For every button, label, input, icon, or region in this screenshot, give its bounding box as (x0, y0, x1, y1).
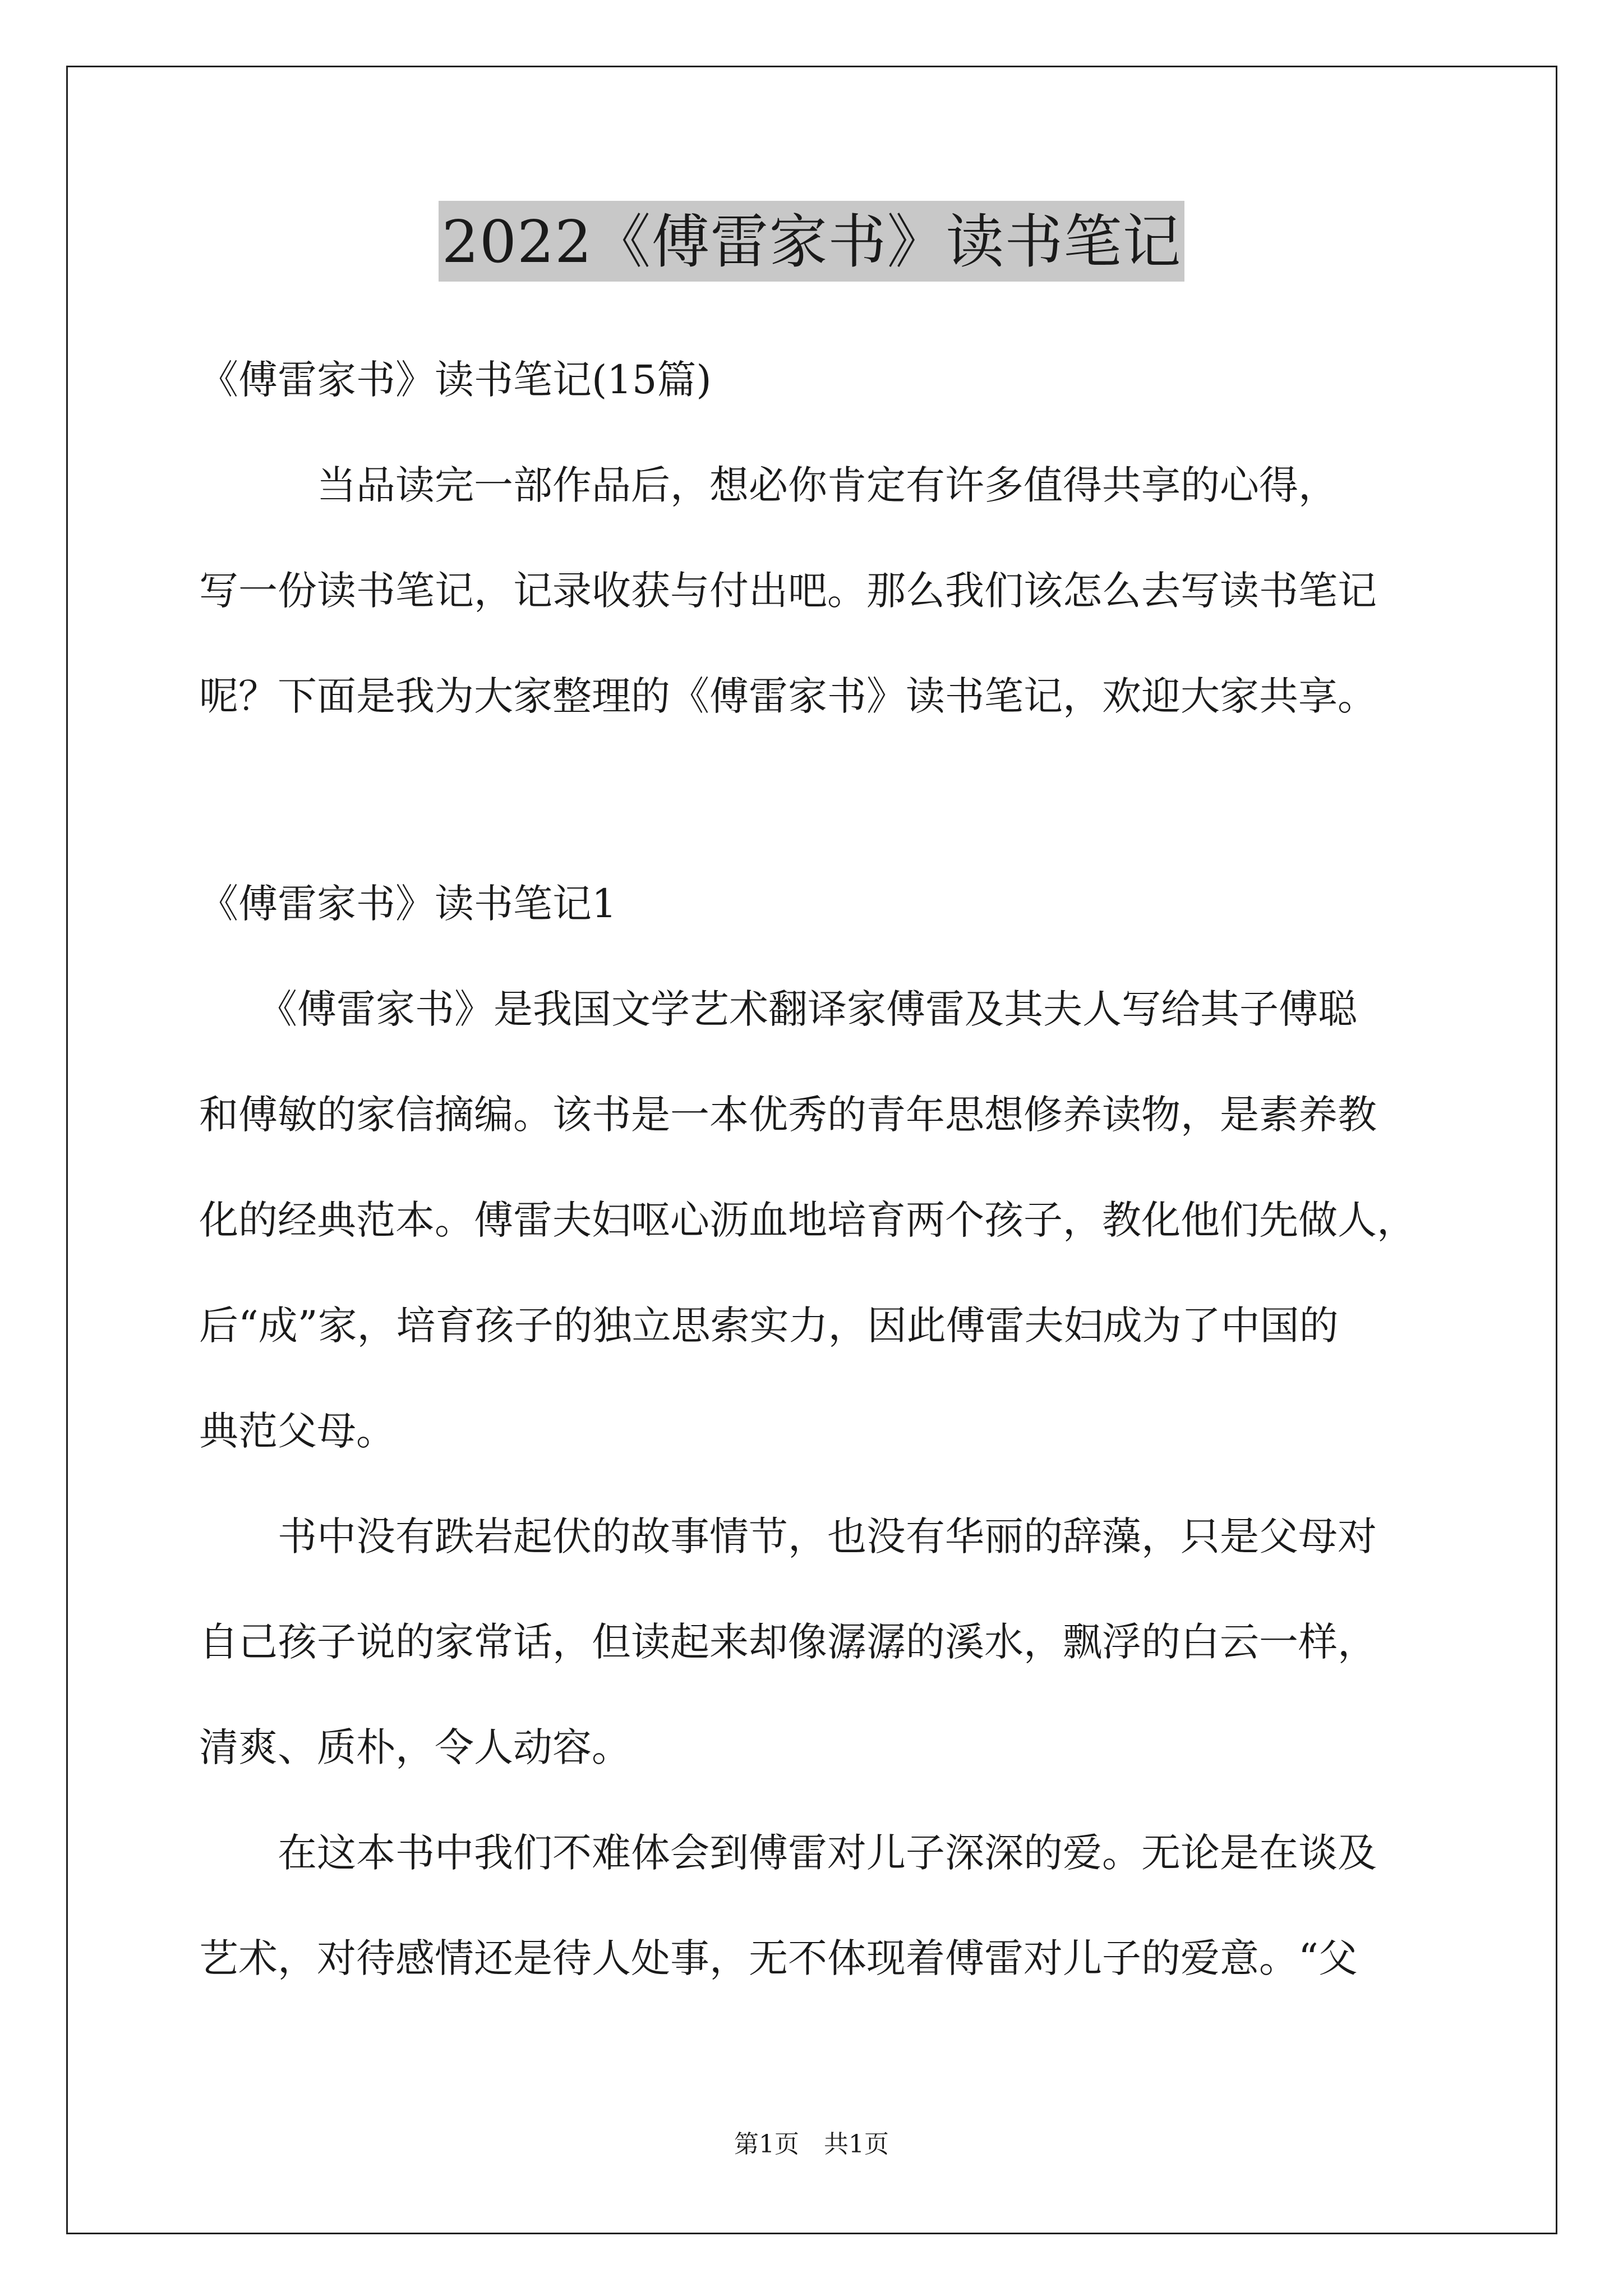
body-line: 呢？下面是我为大家整理的《傅雷家书》读书笔记，欢迎大家共享。 (199, 673, 1377, 719)
body-line: 化的经典范本。傅雷夫妇呕心沥血地培育两个孩子，教化他们先做人， (199, 1197, 1416, 1243)
body-line: 自己孩子说的家常话，但读起来却像潺潺的溪水，飘浮的白云一样， (199, 1619, 1377, 1665)
body-line: 和傅敏的家信摘编。该书是一本优秀的青年思想修养读物，是素养教 (199, 1092, 1377, 1138)
body-line: 典范父母。 (199, 1408, 395, 1454)
subtitle-line: 《傅雷家书》读书笔记(15篇) (199, 357, 712, 403)
page-footer: 第1页 共1页 (734, 2130, 889, 2159)
body-line: 书中没有跌岩起伏的故事情节，也没有华丽的辞藻，只是父母对 (199, 1513, 1377, 1559)
body-line: 艺术，对待感情还是待人处事，无不体现着傅雷对儿子的爱意。“父 (199, 1935, 1358, 1981)
body-line: 在这本书中我们不难体会到傅雷对儿子深深的爱。无论是在谈及 (199, 1830, 1377, 1876)
body-line: 《傅雷家书》是我国文学艺术翻译家傅雷及其夫人写给其子傅聪 (199, 986, 1357, 1032)
body-line: 清爽、质朴，令人动容。 (199, 1724, 631, 1770)
title-block (0, 201, 1623, 282)
section-heading: 《傅雷家书》读书笔记1 (199, 881, 617, 927)
body-line: 写一份读书笔记，记录收获与付出吧。那么我们该怎么去写读书笔记 (199, 568, 1377, 614)
document-title: 2022《傅雷家书》读书笔记 (439, 201, 1185, 282)
body-line: 后“成”家，培育孩子的独立思索实力，因此傅雷夫妇成为了中国的 (199, 1303, 1339, 1349)
body-line: 当品读完一部作品后，想必你肯定有许多值得共享的心得， (199, 462, 1338, 508)
